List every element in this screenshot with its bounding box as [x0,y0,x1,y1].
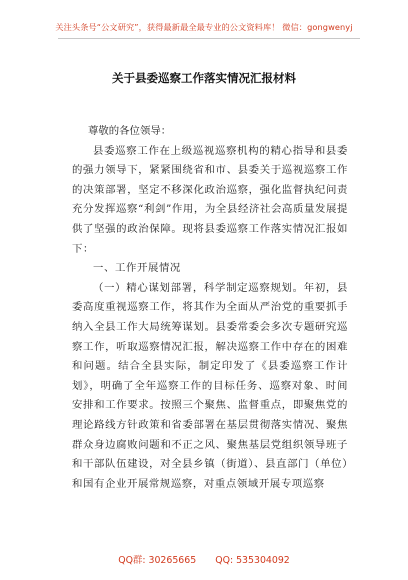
section-heading: 一、工作开展情况 [93,262,181,275]
section-paragraph: （一）精心谋划部署，科学制定巡察规划。年初，县委高度重视巡察工作，将其作为全面从严治党的重要抓手纳入全县工作大局统筹谋划。县委常委会多次专题研究巡察工作，听取巡察情况汇报，解决巡察工作中存在的困难和问题。结合全县实际，制定印发了《县委巡察工作计划》，明确了全年巡察工作的目标任务、巡察对象、时间安排和工作要求。按照三个聚焦、监督重点，即聚焦党的理论路线方针政策和省委部署在基层贯彻落实情况、聚焦群众身边腐败问题和不正之风、聚焦基层党组织领导班子和干部队伍建设，对全县乡镇（街道）、县直部门（单位）和国有企业开展常规巡察，对重点领域开展专项巡察 [72,281,348,490]
salutation: 尊敬的各位领导： [88,125,172,137]
footer-qq-group: QQ群: 30265665 [118,555,197,566]
document-body [72,122,348,494]
document-title: 关于县委巡察工作落实情况汇报材料 [112,71,296,85]
footer-contact [0,552,408,566]
header-note: 关注头条号“公文研究”，获得最新最全最专业的公文资料库！ 微信：gongwenyj [55,22,353,32]
intro-paragraph: 县委巡察工作在上级巡视巡察机构的精心指导和县委的强力领导下，紧紧围绕省和市、县委关于巡视巡察工作的决策部署，坚定不移深化政治巡察，强化监督执纪问责充分发挥巡察“利剑”作用，为全县经济社会高质量发展提供了坚强的政治保障。现将县委巡察工作落实情况汇报如下： [72,144,348,255]
header-divider [58,38,360,39]
footer-qq: QQ: 535304092 [215,555,290,566]
